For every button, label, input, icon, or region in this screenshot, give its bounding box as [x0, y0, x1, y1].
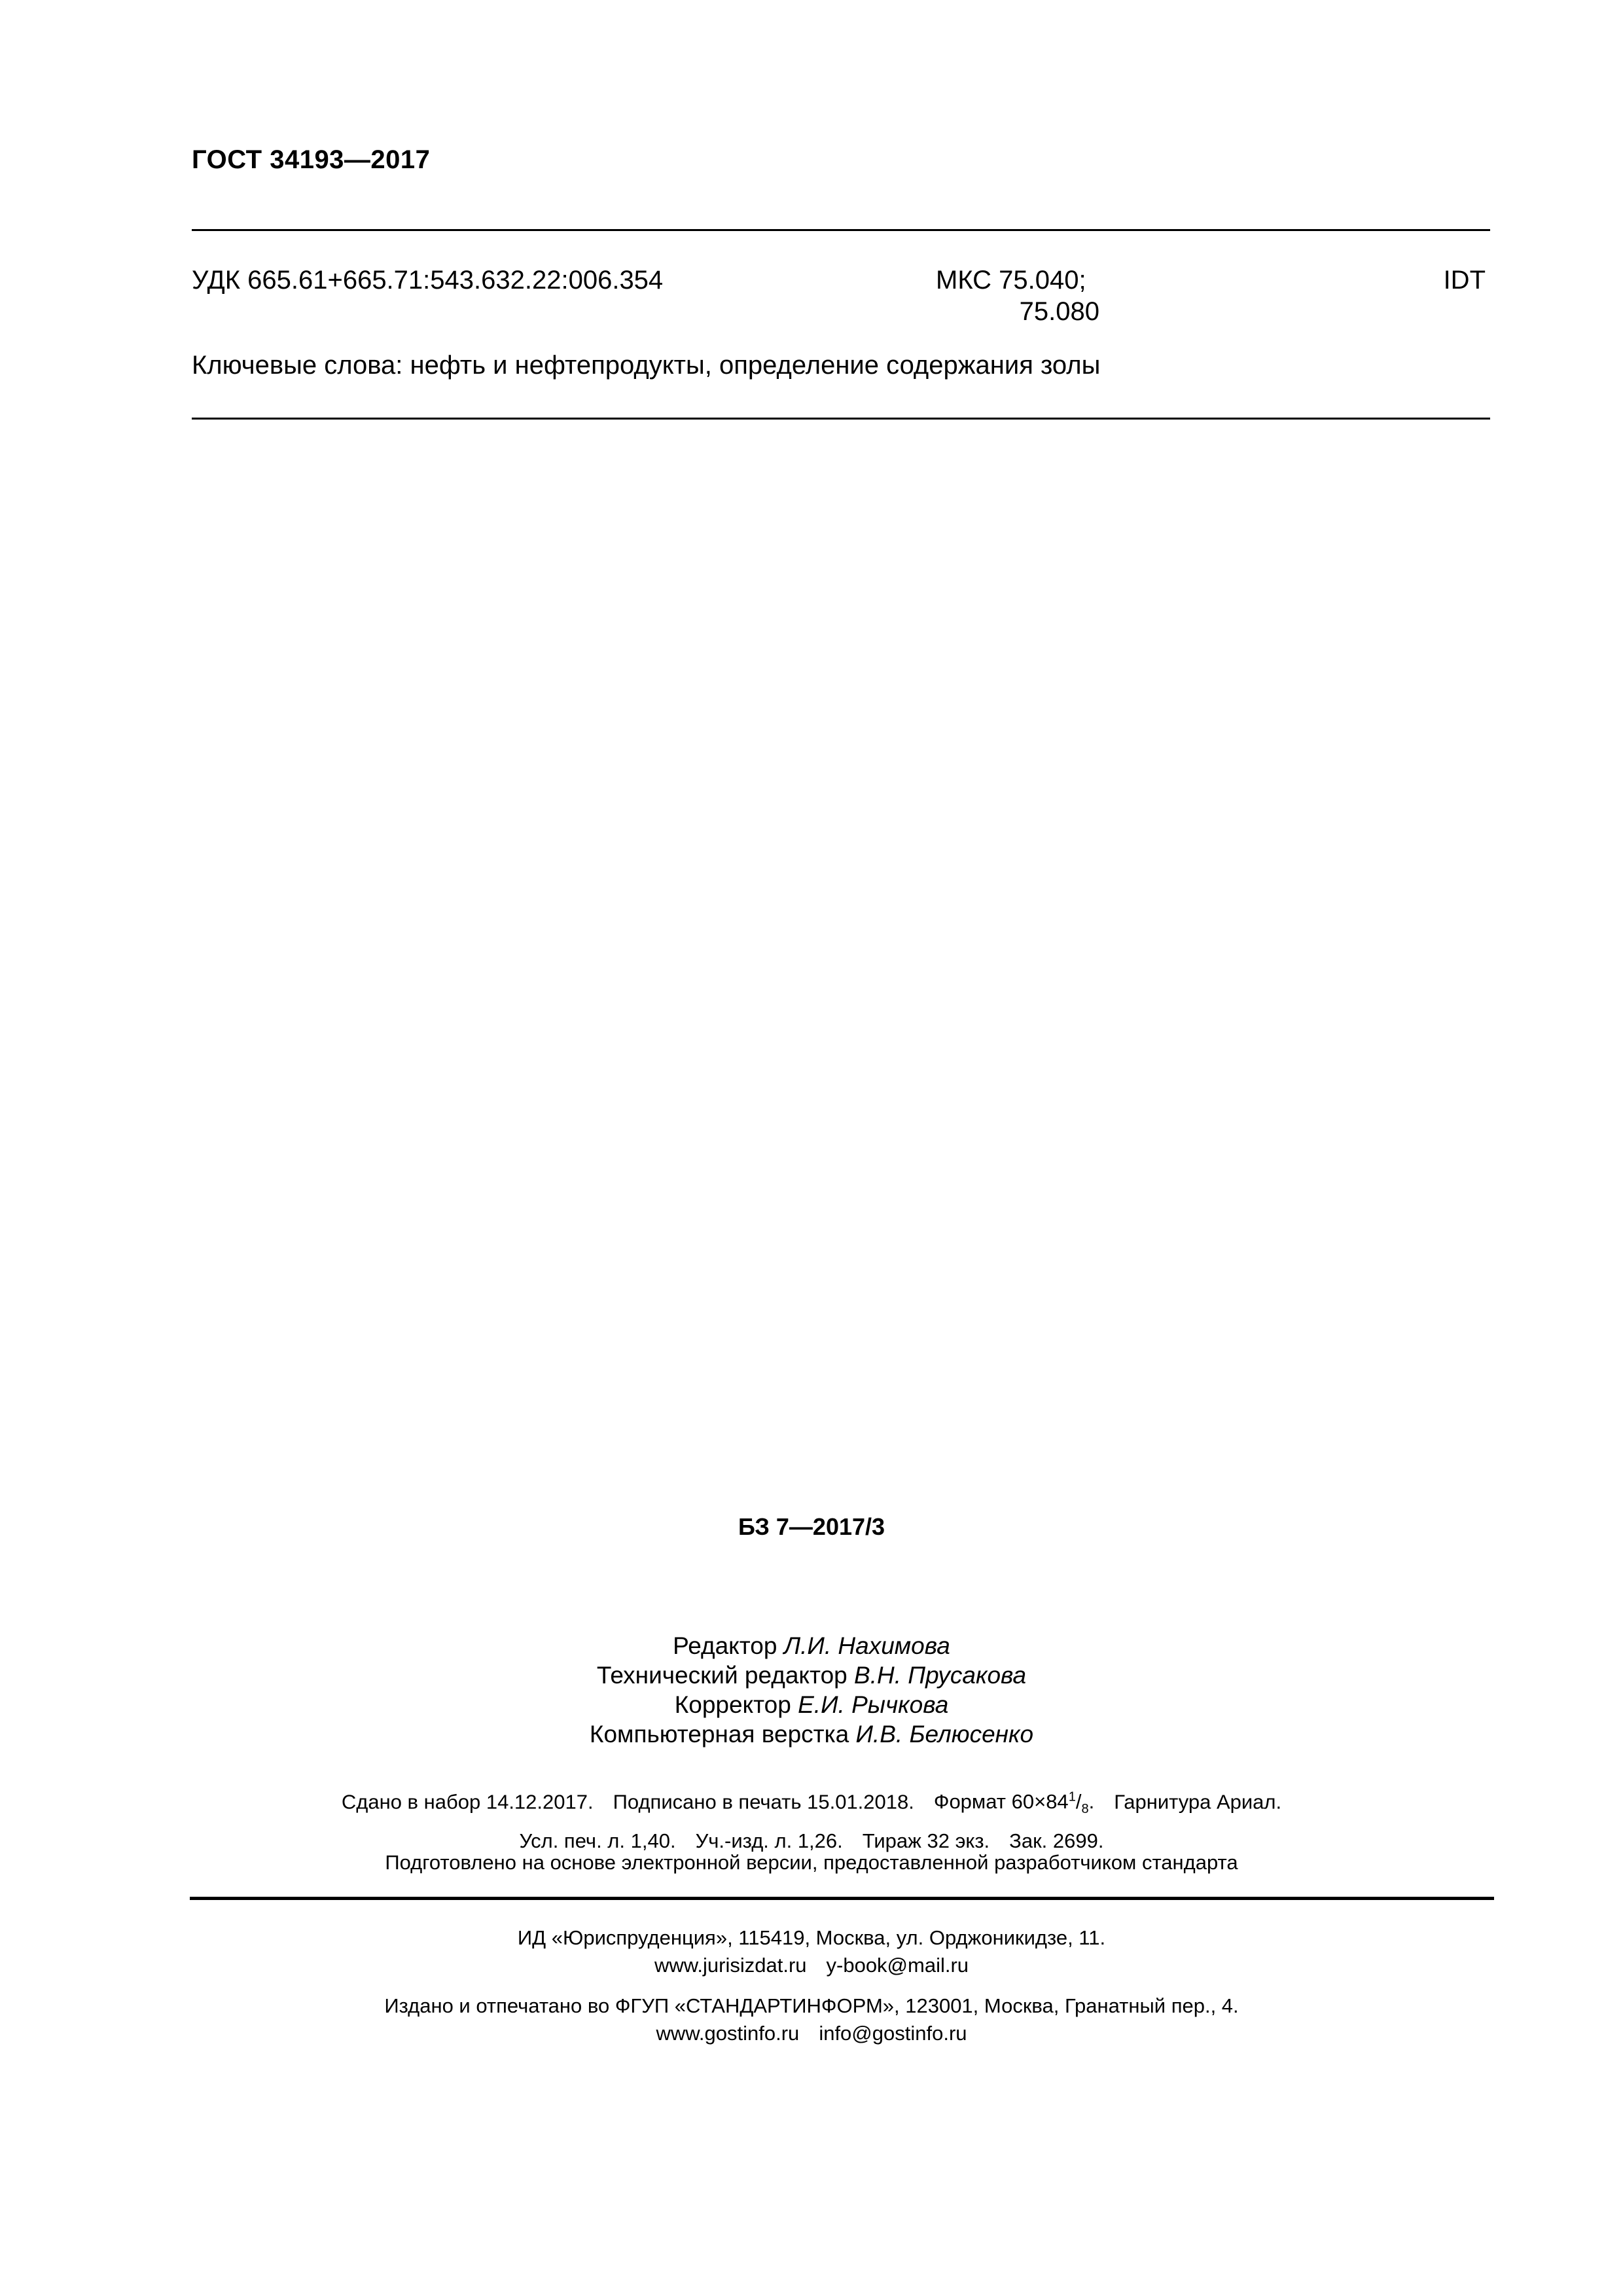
imprint-line-2: Усл. печ. л. 1,40. Уч.-изд. л. 1,26. Тираж 32 экз. Зак. 2699.: [519, 1829, 1104, 1852]
publisher-2-email-link[interactable]: info@gostinfo.ru: [819, 2022, 967, 2045]
format-value: Формат $60\times 84^1/_8$.: [933, 1790, 1095, 1817]
prepared-note: Подготовлено на основе электронной версии, предоставленной разработчиком стандарта: [385, 1851, 1238, 1874]
print-imprint: [0, 1782, 1623, 1857]
staff-credits: [0, 1631, 1623, 1749]
publisher-1-site-link[interactable]: www.jurisizdat.ru: [654, 1954, 807, 1977]
publisher-2-site-link[interactable]: www.gostinfo.ru: [656, 2022, 800, 2045]
publisher-2-address: Издано и отпечатано во ФГУП «СТАНДАРТИНФОРМ», 123001, Москва, Гранатный пер., 4.: [384, 1994, 1239, 2017]
staff-technical-editor: Технический редактор В.Н. Прусакова: [596, 1662, 1027, 1689]
middle-divider: [192, 418, 1490, 420]
publisher-jurisizdat: [0, 1924, 1623, 1979]
bottom-divider: [190, 1897, 1494, 1900]
mks-code: [936, 264, 1099, 327]
imprint-line-1: Сдано в набор 14.12.2017. Подписано в печать 15.01.2018. Формат $60\times 84^1/_8$. Гарнитура Ариал.: [341, 1790, 1282, 1817]
publisher-1-contacts: [0, 1952, 1623, 1979]
keywords: Ключевые слова: нефть и нефтепродукты, определение содержания золы: [192, 351, 1101, 380]
document-number: ГОСТ 34193—2017: [192, 145, 431, 174]
mks-code-line-2: 75.080: [1019, 297, 1099, 326]
bz-number: БЗ 7—2017/3: [738, 1513, 885, 1540]
publisher-1-email-link[interactable]: y-book@mail.ru: [826, 1954, 969, 1977]
staff-proofreader: Корректор Е.И. Рычкова: [674, 1691, 949, 1718]
staff-layout: Компьютерная верстка И.В. Белюсенко: [589, 1721, 1034, 1748]
udk-code: УДК 665.61+665.71:543.632.22:006.354: [192, 266, 664, 295]
idt-label: IDT: [1443, 266, 1486, 295]
top-divider: [192, 229, 1490, 231]
publisher-1-address: ИД «Юриспруденция», 115419, Москва, ул. Орджоникидзе, 11.: [517, 1926, 1106, 1949]
publisher-standartinform: [0, 1992, 1623, 2047]
mks-code-line-1: МКС 75.040;: [936, 266, 1086, 295]
staff-editor: Редактор Л.И. Нахимова: [673, 1632, 950, 1659]
publisher-2-contacts: [0, 2020, 1623, 2047]
